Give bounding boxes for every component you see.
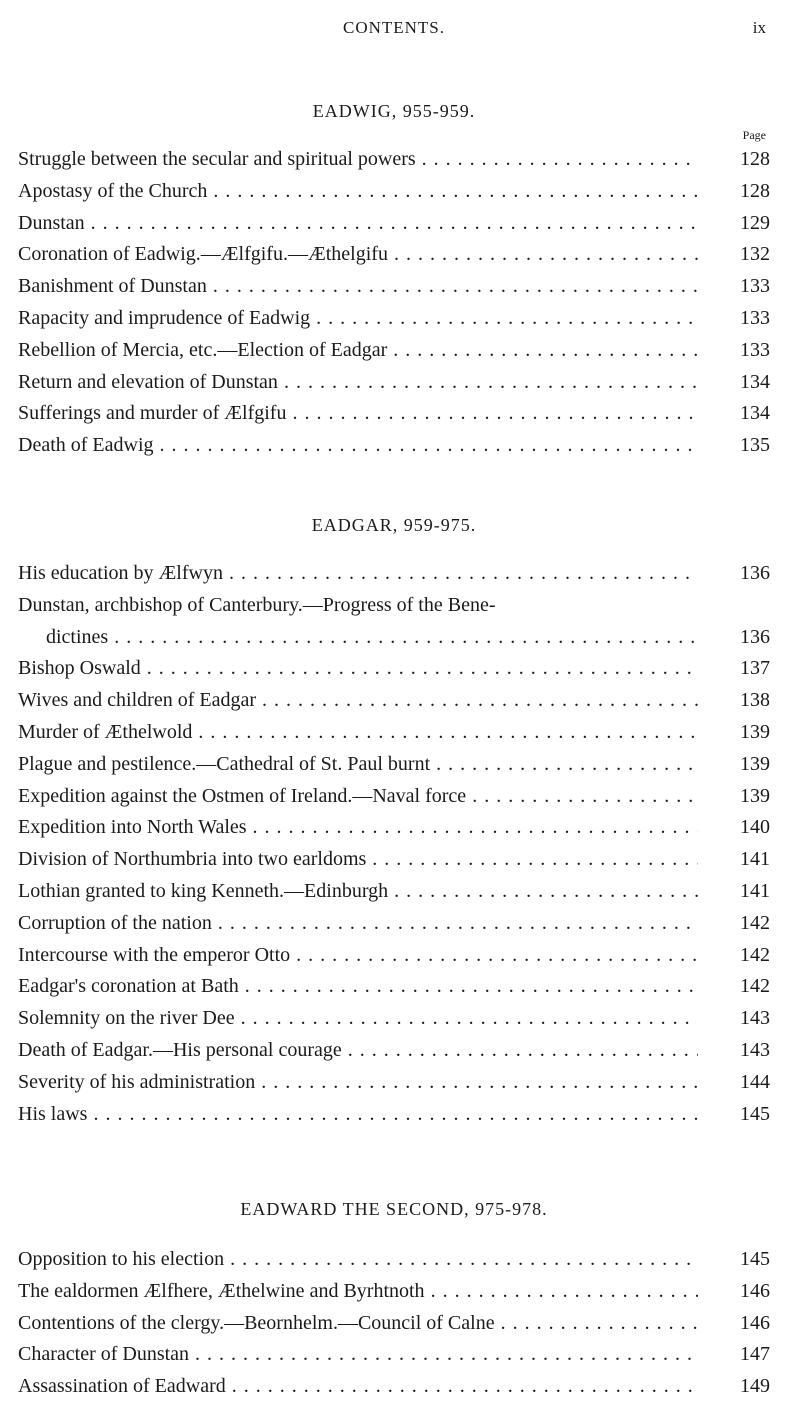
entry-title: Lothian granted to king Kenneth.—Edinburgh . . . — [18, 876, 698, 908]
entry-page: 136 — [740, 562, 770, 584]
entry-page: 141 — [740, 879, 770, 902]
page-column-label: Page — [742, 128, 766, 142]
page-number: ix — [752, 18, 766, 37]
entry-title: Character of Dunstan . . . — [18, 1339, 698, 1371]
section-heading: EADWIG, 955-959. — [312, 101, 476, 121]
toc-entry — [0, 335, 788, 367]
entry-title: Return and elevation of Dunstan . . . — [18, 367, 698, 399]
entry-title: Dunstan . . . — [18, 208, 698, 240]
entry-page: 128 — [740, 179, 770, 202]
toc-entry — [0, 653, 788, 685]
toc-entry — [0, 1276, 788, 1308]
entry-title: Contentions of the clergy.—Beornhelm.—Council of Calne . . . — [18, 1308, 698, 1340]
entry-title: Assassination of Eadward . . . — [18, 1371, 698, 1403]
toc-entry — [0, 176, 788, 208]
entry-title: Intercourse with the emperor Otto . . . — [18, 940, 698, 972]
toc-entry — [0, 430, 788, 462]
entry-page: 140 — [740, 816, 770, 839]
running-title: CONTENTS. — [342, 18, 446, 37]
entry-title: Death of Eadgar.—His personal courage . . . — [18, 1035, 698, 1067]
entry-page: 145 — [740, 1248, 770, 1270]
toc-entry — [0, 717, 788, 749]
entry-title: Coronation of Eadwig.—Ælfgifu.—Æthelgifu . . . — [18, 239, 698, 271]
entry-page: 147 — [740, 1343, 770, 1366]
entry-title: Dunstan, archbishop of Canterbury.—Progress of the Bene- — [18, 593, 496, 616]
entry-title: Eadgar's coronation at Bath . . . — [18, 971, 698, 1003]
entry-page: 145 — [740, 1102, 770, 1125]
entry-title: The ealdormen Ælfhere, Æthelwine and Byrhtnoth . . . — [18, 1276, 698, 1308]
entry-title: Expedition against the Ostmen of Ireland.—Naval force . . . — [18, 781, 698, 813]
entry-title: Wives and children of Eadgar . . . — [18, 685, 698, 717]
entry-page: 146 — [740, 1311, 770, 1334]
entry-title: Struggle between the secular and spiritual powers . . . — [18, 144, 698, 176]
entry-title: His laws . . . — [18, 1099, 698, 1131]
entry-page: 142 — [740, 943, 770, 966]
entry-page: 141 — [740, 848, 770, 871]
toc-entry — [0, 1003, 788, 1035]
entry-title: Expedition into North Wales . . . — [18, 812, 698, 844]
toc-entry — [0, 1244, 788, 1276]
entry-title: Sufferings and murder of Ælfgifu . . . — [18, 398, 698, 430]
toc-entry — [0, 367, 788, 399]
entry-title: Apostasy of the Church . . . — [18, 176, 698, 208]
entry-page: 134 — [740, 370, 770, 393]
toc-entry — [0, 144, 788, 176]
entry-page: 134 — [740, 402, 770, 425]
toc-list — [0, 1244, 788, 1403]
entry-title: Death of Eadwig . . . — [18, 430, 698, 462]
toc-entry — [0, 558, 788, 590]
entry-page: 133 — [740, 275, 770, 298]
entry-page: 139 — [740, 752, 770, 775]
toc-entry — [0, 208, 788, 240]
entry-page: 133 — [740, 338, 770, 361]
entry-title: Murder of Æthelwold . . . — [18, 717, 698, 749]
toc-entry — [0, 685, 788, 717]
entry-page: 129 — [740, 211, 770, 234]
entry-title: Corruption of the nation . . . — [18, 908, 698, 940]
toc-entry — [0, 590, 788, 654]
entry-page: 143 — [740, 1038, 770, 1061]
toc-entry — [0, 1308, 788, 1340]
entry-title: Solemnity on the river Dee . . . — [18, 1003, 698, 1035]
entry-page: 149 — [740, 1375, 770, 1398]
toc-entry — [0, 303, 788, 335]
entry-title: Bishop Oswald . . . — [18, 653, 698, 685]
entry-title: Rebellion of Mercia, etc.—Election of Eadgar . . . — [18, 335, 698, 367]
section-heading: EADGAR, 959-975. — [311, 515, 477, 535]
toc-entry — [0, 749, 788, 781]
entry-page: 143 — [740, 1007, 770, 1030]
entry-title: Banishment of Dunstan . . . — [18, 271, 698, 303]
toc-entry — [0, 1339, 788, 1371]
toc-entry — [0, 971, 788, 1003]
toc-entry — [0, 940, 788, 972]
entry-title: Division of Northumbria into two earldoms . . . — [18, 844, 698, 876]
toc-entry — [0, 1371, 788, 1403]
toc-entry — [0, 1099, 788, 1131]
toc-entry — [0, 271, 788, 303]
entry-page: 142 — [740, 911, 770, 934]
entry-title: His education by Ælfwyn . . . — [18, 558, 698, 590]
section-eadwig — [0, 98, 788, 462]
toc-entry — [0, 781, 788, 813]
running-head — [0, 18, 788, 48]
toc-entry — [0, 398, 788, 430]
entry-title: Severity of his administration . . . — [18, 1067, 698, 1099]
entry-page: 139 — [740, 720, 770, 743]
toc-entry — [0, 1035, 788, 1067]
entry-page: 144 — [740, 1070, 770, 1093]
entry-page: 133 — [740, 306, 770, 329]
entry-page: 128 — [740, 148, 770, 170]
entry-page: 137 — [740, 657, 770, 680]
toc-entry — [0, 1067, 788, 1099]
section-heading: EADWARD THE SECOND, 975-978. — [240, 1199, 548, 1219]
toc-entry — [0, 812, 788, 844]
toc-list — [0, 558, 788, 1130]
toc-entry — [0, 239, 788, 271]
section-eadgar — [0, 512, 788, 1130]
entry-page: 132 — [740, 243, 770, 266]
entry-title: Plague and pestilence.—Cathedral of St. Paul burnt . . . — [18, 749, 698, 781]
entry-title-continuation: dictines . . . — [46, 622, 698, 654]
entry-page: 146 — [740, 1279, 770, 1302]
entry-page: 135 — [740, 434, 770, 457]
entry-title: Rapacity and imprudence of Eadwig . . . — [18, 303, 698, 335]
entry-page: 142 — [740, 975, 770, 998]
entry-page: 139 — [740, 784, 770, 807]
entry-page: 136 — [740, 625, 770, 648]
section-eadward-the-second — [0, 1196, 788, 1403]
toc-entry — [0, 876, 788, 908]
toc-entry — [0, 908, 788, 940]
toc-entry — [0, 844, 788, 876]
toc-list — [0, 144, 788, 462]
entry-page: 138 — [740, 689, 770, 712]
entry-title: Opposition to his election . . . — [18, 1244, 698, 1276]
